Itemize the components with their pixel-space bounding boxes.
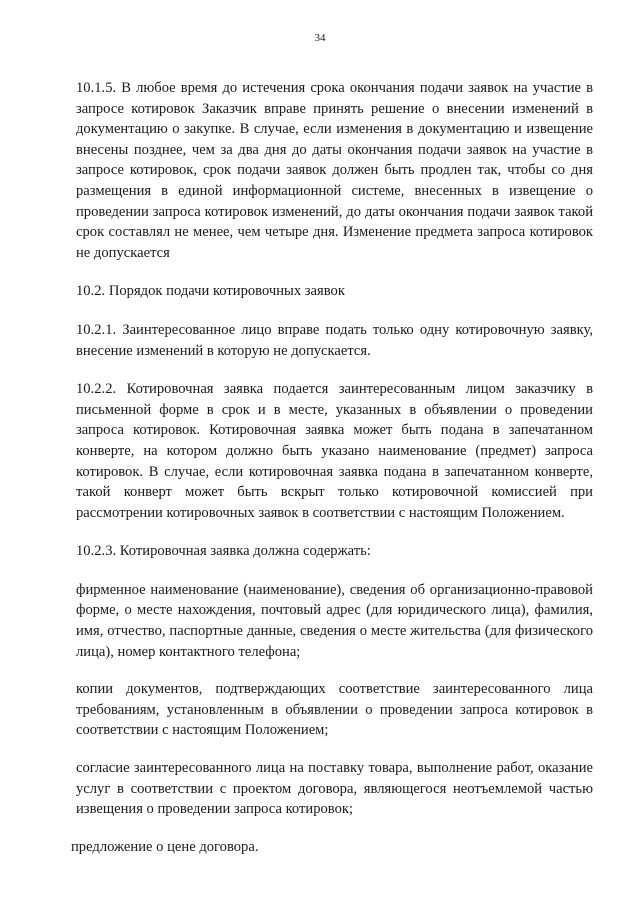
requirement-item-name-details: фирменное наименование (наименование), сведения об организационно-правовой форме, о месте нахождения, почтовый адрес (для юридического лица), фамилия, имя, отчество, паспортные данные, сведения о месте жительства (для физического лица), номер контактного телефона; (76, 581, 593, 660)
requirement-item-consent: согласие заинтересованного лица на поставку товара, выполнение работ, оказание услуг в соответствии с проектом договора, являющегося неотъемлемой частью извещения о проведении запроса котировок; (76, 760, 593, 818)
paragraph-10-2-1: 10.2.1. Заинтересованное лицо вправе подать только одну котировочную заявку, внесение изменений в которую не допускается. (76, 321, 593, 359)
page-number: 34 (314, 32, 326, 44)
document-body (71, 78, 593, 857)
requirement-item-document-copies: копии документов, подтверждающих соответствие заинтересованного лица требованиям, установленным в объявлении о проведении запроса котировок в соответствии с настоящим Положением; (76, 681, 593, 739)
requirement-item-price-offer: предложение о цене договора. (71, 838, 259, 855)
paragraph-10-2-3: 10.2.3. Котировочная заявка должна содержать: (76, 543, 371, 560)
section-heading-10-2: 10.2. Порядок подачи котировочных заявок (76, 283, 345, 300)
paragraph-10-2-2: 10.2.2. Котировочная заявка подается заинтересованным лицом заказчику в письменной форме в срок и в месте, указанных в объявлении о проведении запроса котировок. Котировочная заявка может быть подана в запечатанном конверте, на котором должно быть указано наименование (предмет) запроса котировок. В случае, если котировочная заявка подана в запечатанном конверте, такой конверт может быть вскрыт только котировочной комиссией при рассмотрении котировочных заявок в соответствии с настоящим Положением. (76, 381, 593, 521)
paragraph-10-1-5: 10.1.5. В любое время до истечения срока окончания подачи заявок на участие в запросе котировок Заказчик вправе принять решение о внесении изменений в документацию о закупке. В случае, если изменения в документацию и извещение внесены позднее, чем за два дня до даты окончания подачи заявок на участие в запросе котировок, срок подачи заявок должен быть продлен так, чтобы со дня размещения в единой информационной системе, внесенных в извещение о проведении запроса котировок изменений, до даты окончания подачи заявок такой срок составлял не менее, чем четыре дня. Изменение предмета запроса котировок не допускается (76, 80, 593, 261)
